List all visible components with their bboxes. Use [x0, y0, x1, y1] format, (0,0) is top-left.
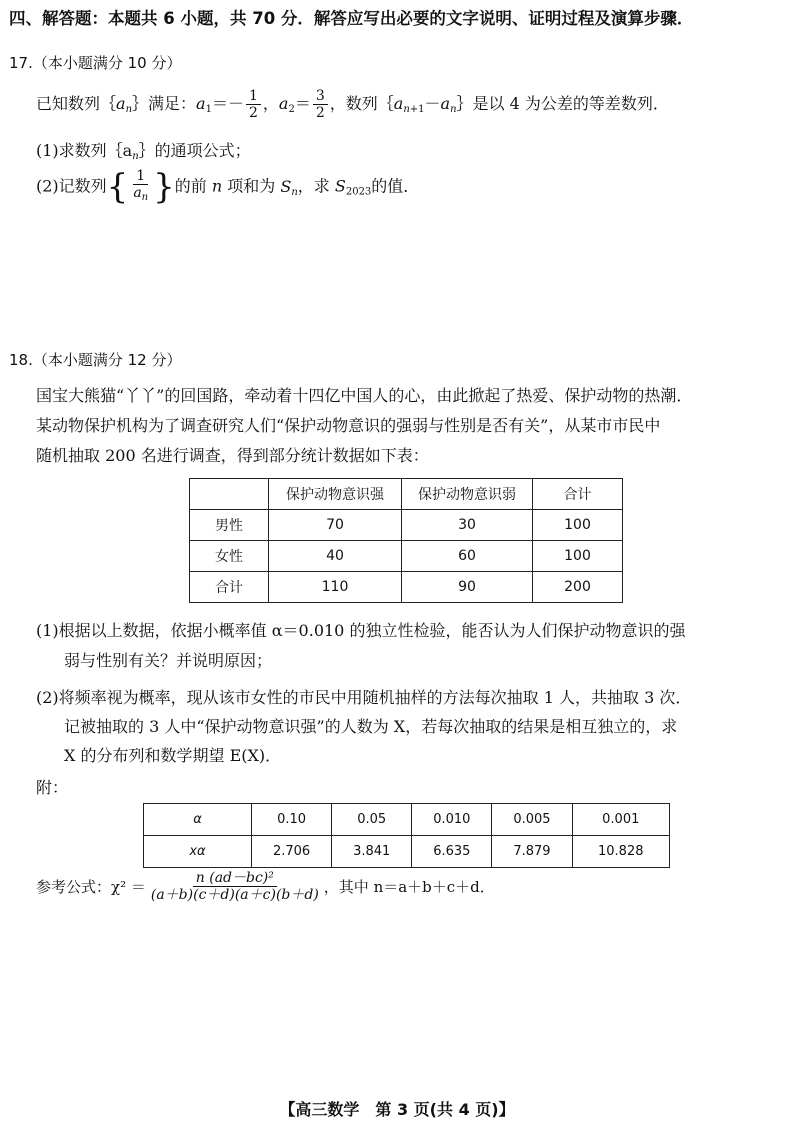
q17-header: 17.（本小题满分 10 分） — [9, 54, 182, 72]
q17-stem-part: 已知数列｛ — [36, 94, 117, 113]
q18-part1-line1: (1)根据以上数据，依据小概率值 α＝0.010 的独立性检验，能否认为人们保护动物意识的强 — [36, 621, 686, 640]
q17-stem-part: ｝是以 4 为公差的等差数列． — [456, 94, 669, 113]
q18-part2-line2: 记被抽取的 3 人中“保护动物意识强”的人数为 X，若每次抽取的结果是相互独立的，求 — [64, 717, 678, 736]
table-header-cell: 合计 — [533, 479, 623, 510]
formula-denominator: (a＋b)(c＋d)(a＋c)(b＋d) — [150, 887, 319, 903]
q18-header: 18.（本小题满分 12 分） — [9, 351, 182, 369]
table-cell: 0.001 — [572, 804, 670, 836]
q17-part2: (2)记数列{ $\frac{1}{a_n}$ }的前 n 项和为 $S_n$，求 $S_{2023}$的值． — [36, 167, 420, 207]
table-cell — [190, 479, 269, 510]
q17-part1-text: (1)求数列｛a — [36, 141, 133, 160]
table-row — [144, 836, 670, 868]
table-cell: 0.05 — [332, 804, 412, 836]
table-cell: 90 — [402, 572, 533, 603]
table-header-cell: 保护动物意识弱 — [402, 479, 533, 510]
table-cell: 100 — [533, 541, 623, 572]
table-cell: 200 — [533, 572, 623, 603]
q17-part2-text: 项和为 — [222, 176, 281, 196]
q18-paragraph-1: 国宝大熊猫“丫丫”的回国路，牵动着十四亿中国人的心，由此掀起了热爱、保护动物的热潮． — [36, 386, 693, 405]
q18-paragraph-3: 随机抽取 200 名进行调查，得到部分统计数据如下表： — [36, 446, 429, 465]
formula-label: 参考公式：χ² ＝ — [36, 878, 146, 896]
table-row — [144, 804, 670, 836]
table-row — [190, 510, 623, 541]
page-footer: 【高三数学 第 3 页(共 4 页)】 — [279, 1100, 515, 1119]
table-cell: 30 — [402, 510, 533, 541]
table-header-cell: 保护动物意识强 — [269, 479, 402, 510]
reference-formula — [36, 870, 495, 903]
section-title: 四、解答题：本题共 6 小题，共 70 分．解答应写出必要的文字说明、证明过程及演算步骤． — [9, 9, 694, 28]
fraction-one-over-an: $\frac{1}{a_n}$ — [133, 168, 149, 203]
table-cell: 100 — [533, 510, 623, 541]
formula-tail: ，其中 n＝a＋b＋c＋d． — [323, 878, 495, 896]
table-row — [190, 541, 623, 572]
table-cell: 3.841 — [332, 836, 412, 868]
q17-part1: (1)求数列$\{a_n\}$的通项公式； — [36, 141, 251, 162]
table-header-row — [190, 479, 623, 510]
appendix-label: 附： — [36, 778, 69, 797]
table-cell: 0.010 — [412, 804, 492, 836]
table-cell: α — [144, 804, 252, 836]
table-cell: 2.706 — [252, 836, 332, 868]
table-cell: 合计 — [190, 572, 269, 603]
critical-value-table — [143, 803, 670, 868]
table-row — [190, 572, 623, 603]
q17-part2-text: 的值． — [371, 176, 420, 196]
table-cell: 40 — [269, 541, 402, 572]
q18-part2-line3: X 的分布列和数学期望 E(X)． — [64, 746, 282, 765]
fraction-one-half: $\frac{1}{2}$ — [246, 88, 261, 121]
table-cell: 60 — [402, 541, 533, 572]
fraction-three-half: $\frac{3}{2}$ — [313, 88, 328, 121]
q17-part2-text: 的前 — [174, 176, 212, 196]
table-cell: 0.10 — [252, 804, 332, 836]
q18-paragraph-2: 某动物保护机构为了调查研究人们“保护动物意识的强弱与性别是否有关”，从某市市民中 — [36, 416, 661, 435]
formula-numerator: n (ad－bc)² — [193, 870, 277, 887]
q17-part2-text: ，求 — [297, 176, 335, 196]
table-cell: 女性 — [190, 541, 269, 572]
q17-part2-text: (2)记数列 — [36, 176, 107, 196]
table-cell: 110 — [269, 572, 402, 603]
table-cell: 70 — [269, 510, 402, 541]
table-cell: 6.635 — [412, 836, 492, 868]
q18-part1-line2: 弱与性别有关？并说明原因； — [64, 651, 273, 670]
table-cell: 男性 — [190, 510, 269, 541]
q17-stem-part: ，数列｛ — [329, 94, 394, 113]
q18-part2-line1: (2)将频率视为概率，现从该市女性的市民中用随机抽样的方法每次抽取 1 人，共抽取 3 次． — [36, 688, 692, 707]
table-cell: xα — [144, 836, 252, 868]
table-cell: 10.828 — [572, 836, 670, 868]
q17-stem: 已知数列$\{a_n\}$满足：$a_1=-$ $\frac{1}{2}$ ，$a_2=$ $\frac{3}{2}$ ，数列$\{a_{n+1}-a_n\}$是以 4 为公差的等差数列． — [36, 88, 669, 121]
formula-fraction — [148, 870, 322, 903]
survey-table — [189, 478, 623, 603]
table-cell: 7.879 — [492, 836, 572, 868]
q17-stem-part: ｝满足： — [132, 94, 197, 113]
q17-part1-end: ｝的通项公式； — [138, 141, 251, 160]
table-cell: 0.005 — [492, 804, 572, 836]
